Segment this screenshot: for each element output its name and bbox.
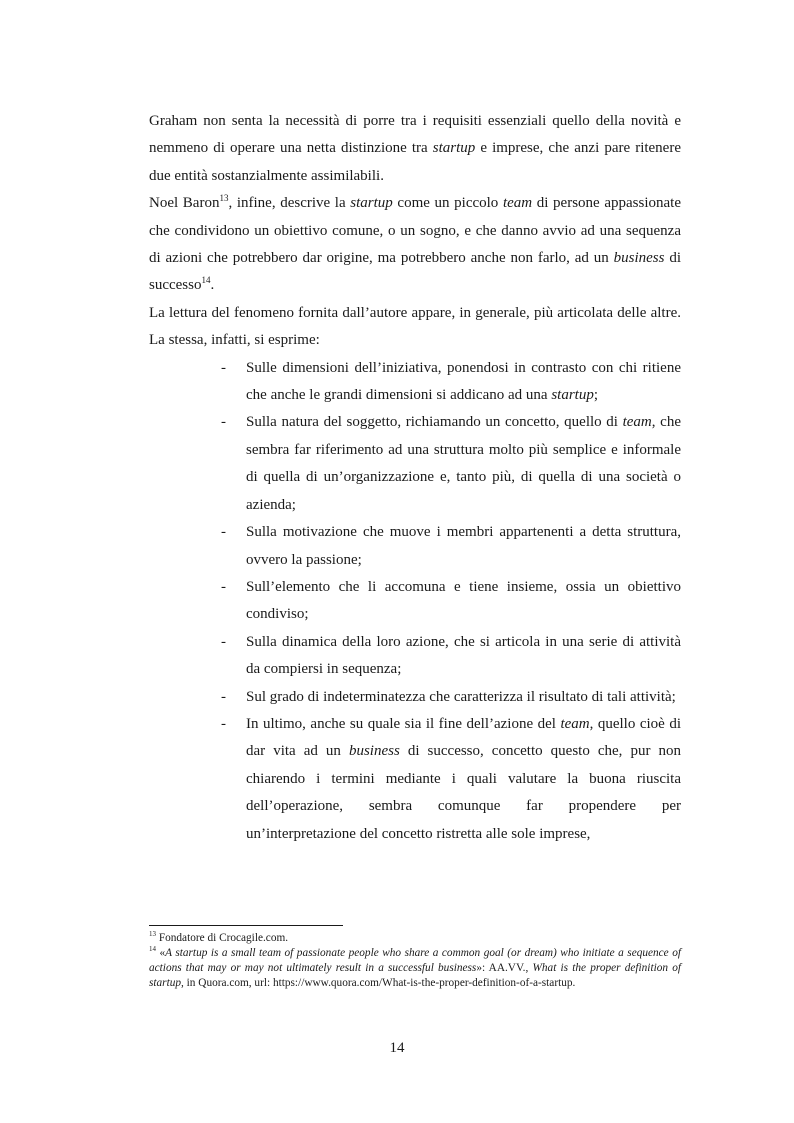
paragraph-baron <box>149 190 681 300</box>
text-run: Graham non senta la necessità di porre tra i requisiti essenziali quello della novità e nemmeno di operare una netta distinzione tra <box>149 113 681 157</box>
footnote-title: What is the proper definition of startup, <box>149 962 681 989</box>
text-run: come un piccolo <box>392 195 503 212</box>
dash-marker: - <box>221 524 226 541</box>
body-text <box>149 108 681 848</box>
page-number: 14 <box>389 1040 405 1056</box>
italic-term: startup <box>551 387 594 404</box>
list-item <box>149 684 681 711</box>
dash-marker: - <box>221 715 226 732</box>
bullet-list <box>149 355 681 848</box>
footnote-text: « <box>156 947 166 959</box>
text-run: Sull’elemento che li accomuna e tiene insieme, ossia un obiettivo condiviso; <box>246 578 681 623</box>
footnotes <box>149 931 681 991</box>
text-run: di successo, concetto questo che, pur non chiarendo i termini mediante i quali valutare la buona riuscita dell’operazione, sembra comunque far propendere per un’interpretazione del concetto ristretta alle sole imprese, <box>246 743 681 842</box>
text-run: ; <box>593 387 598 404</box>
text-run: Noel Baron <box>149 195 220 212</box>
list-item <box>149 629 681 684</box>
footnote-number: 14 <box>149 945 156 954</box>
italic-term: team <box>622 414 652 431</box>
text-run: , quello cioè di dar vita ad un <box>246 715 681 760</box>
text-run: In ultimo, anche su quale sia il fine dell’azione del <box>246 715 561 732</box>
dash-marker: - <box>221 633 226 650</box>
dash-marker: - <box>221 359 226 376</box>
footnote-13 <box>149 931 681 946</box>
italic-term: team <box>560 715 590 732</box>
footnote-number: 13 <box>149 930 156 939</box>
text-run: Sulla dinamica della loro azione, che si articola in una serie di attività da compiersi in sequenza; <box>246 633 681 678</box>
footnote-quote: A startup is a small team of passionate people who share a common goal (or dream) who initiate a sequence of actions that may or may not ultimately result in a successful business <box>149 947 681 974</box>
list-item <box>149 711 681 848</box>
text-run: Sulla motivazione che muove i membri appartenenti a detta struttura, ovvero la passione; <box>246 524 681 568</box>
dash-marker: - <box>221 578 226 595</box>
footnote-text: »: AA.VV., <box>476 962 533 974</box>
paragraph-graham <box>149 108 681 190</box>
dash-marker: - <box>221 688 226 705</box>
text-run: Sulle dimensioni dell’iniziativa, ponendosi in contrasto con chi ritiene che anche le grandi dimensioni si addicano ad una <box>246 359 681 404</box>
text-run: Sulla natura del soggetto, richiamando un concetto, quello di <box>246 414 623 431</box>
italic-term: team <box>502 195 533 212</box>
italic-term: startup <box>350 195 393 212</box>
text-run: Sul grado di indeterminatezza che caratterizza il risultato di tali attività; <box>246 688 676 705</box>
italic-term: business <box>348 743 400 760</box>
text-run: di successo <box>149 250 681 294</box>
text-run: di persone appassionate che condividono un obiettivo comune, o un sogno, e che danno avvio ad una sequenza di azioni che potrebbero dar origine, ma potrebbero anche non farlo, ad un <box>149 195 681 267</box>
footnote-separator <box>149 925 343 926</box>
italic-term: startup <box>432 140 476 157</box>
text-run: e imprese, che anzi pare ritenere due entità sostanzialmente assimilabili. <box>149 140 681 184</box>
list-item <box>149 519 681 574</box>
footnote-url[interactable]: in Quora.com, url: https://www.quora.com/What-is-the-proper-definition-of-a-startup. <box>183 977 576 989</box>
list-item <box>149 574 681 629</box>
footnote-ref-14[interactable]: 14 <box>201 275 211 286</box>
footnote-14 <box>149 946 681 991</box>
dash-marker: - <box>221 414 226 431</box>
paragraph-lettura: La lettura del fenomeno fornita dall’autore appare, in generale, più articolata delle altre. La stessa, infatti, si esprime: <box>149 304 681 349</box>
italic-term: business <box>613 250 665 267</box>
footnote-text: Fondatore di Crocagile.com. <box>156 932 289 944</box>
text-run: , che sembra far riferimento ad una struttura molto più semplice e informale di quella di un’organizzazione e, tanto più, di quella di una società o azienda; <box>246 414 681 513</box>
list-item <box>149 409 681 519</box>
text-run: . <box>210 277 215 294</box>
list-item <box>149 355 681 410</box>
text-run: , infine, descrive la <box>228 195 351 212</box>
footnote-ref-13[interactable]: 13 <box>219 193 229 204</box>
